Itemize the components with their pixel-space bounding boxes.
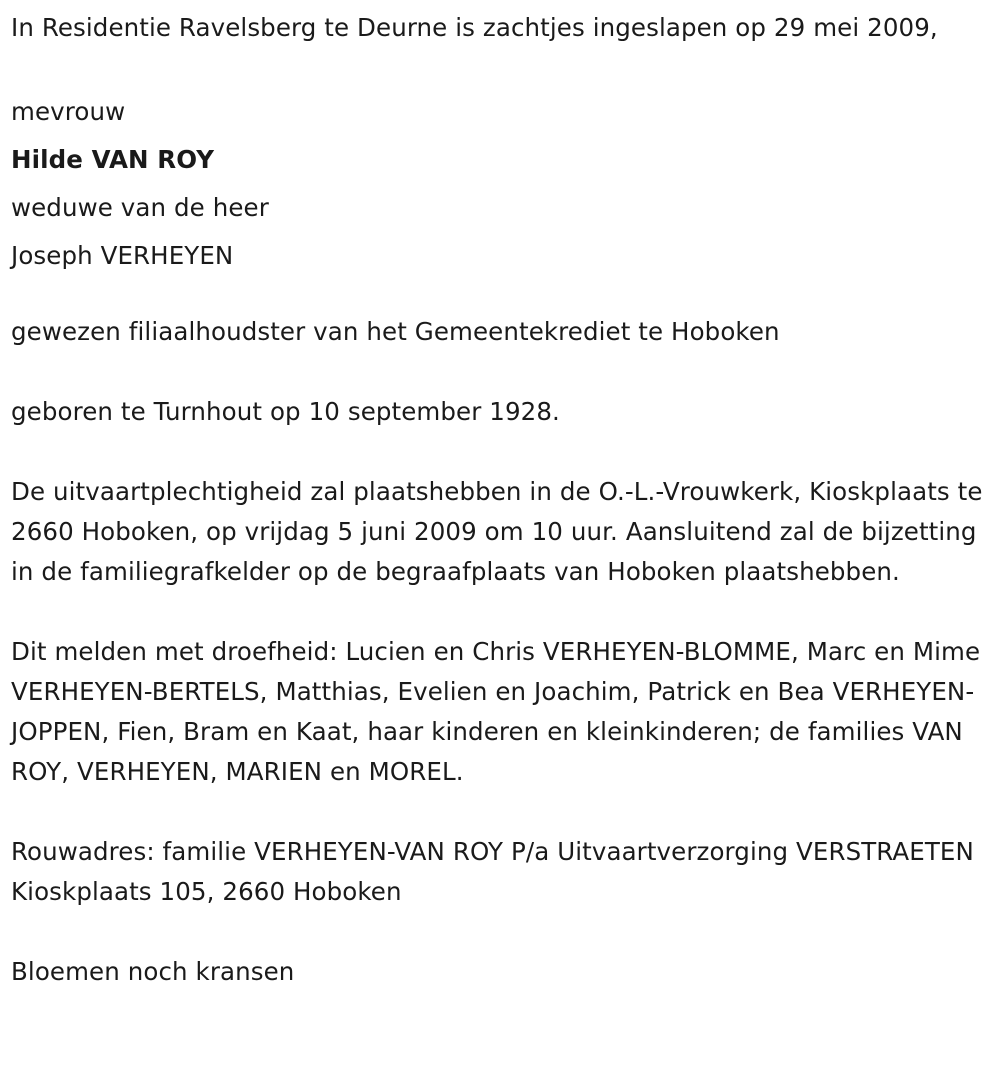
address-paragraph: Rouwadres: familie VERHEYEN-VAN ROY P/a Uitvaartverzorging VERSTRAETEN Kioskplaats 105, 2660 Hoboken [11,837,974,906]
obituary-notice [11,8,991,1032]
intro-paragraph: In Residentie Ravelsberg te Deurne is zachtjes ingeslapen op 29 mei 2009, [11,13,938,42]
spouse-name: Joseph VERHEYEN [11,241,234,270]
deceased-block [11,88,991,280]
deceased-name: Hilde VAN ROY [11,145,215,174]
flowers-line: Bloemen noch kransen [11,957,295,986]
funeral-paragraph: De uitvaartplechtigheid zal plaatshebben in de O.-L.-Vrouwkerk, Kioskplaats te 2660 Hoboken, op vrijdag 5 juni 2009 om 10 uur. Aansluitend zal de bijzetting in de familiegrafkelder op de begraafplaats van Hoboken plaatshebben. [11,477,983,586]
birth-line: geboren te Turnhout op 10 september 1928. [11,397,560,426]
occupation-line: gewezen filiaalhoudster van het Gemeentekrediet te Hoboken [11,317,780,346]
mourners-paragraph: Dit melden met droefheid: Lucien en Chris VERHEYEN-BLOMME, Marc en Mime VERHEYEN-BERTELS, Matthias, Evelien en Joachim, Patrick en Bea VERHEYEN-JOPPEN, Fien, Bram en Kaat, haar kinderen en kleinkinderen; de families VAN ROY, VERHEYEN, MARIEN en MOREL. [11,637,981,786]
relation-line: weduwe van de heer [11,193,269,222]
title-line: mevrouw [11,97,126,126]
